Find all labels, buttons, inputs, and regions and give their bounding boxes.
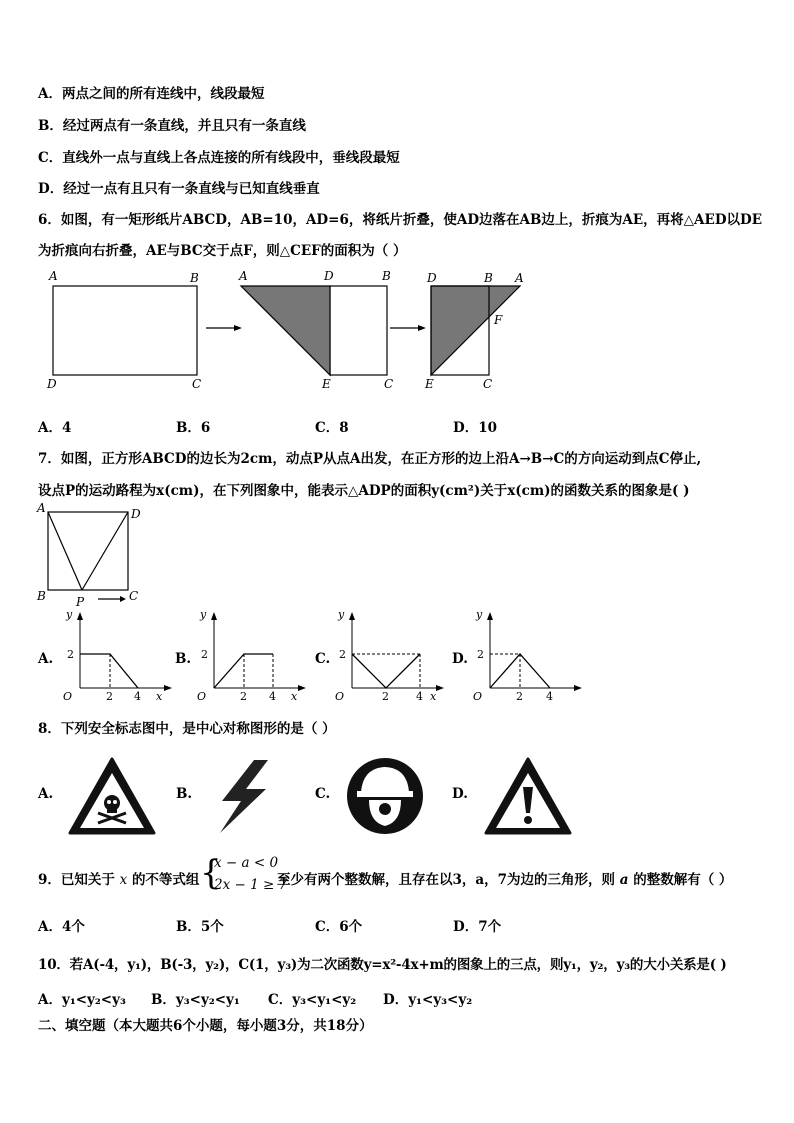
q7-graph-b: [192, 604, 307, 702]
q7-label-d: D: [131, 507, 141, 521]
q7-square-figure: [36, 502, 156, 610]
q7-option-c: C.: [315, 651, 331, 667]
q7-graph-c: [330, 604, 445, 702]
q9-var-x: x: [119, 872, 128, 888]
q7-graph-c-ylabel: y: [338, 608, 345, 621]
q9-suffix: 至少有两个整数解，且存在以3，a，7为边的三角形，则: [277, 872, 616, 888]
q7-graph-c-xtick-2: 2: [382, 690, 389, 702]
q9-mid: 的不等式组: [131, 872, 200, 888]
q7-option-a: A.: [38, 651, 54, 667]
q7-graph-b-xtick-4: 4: [269, 690, 276, 702]
q7-graph-b-xtick-2: 2: [240, 690, 247, 702]
q6-option-a: A．4: [38, 420, 72, 436]
q7-graph-c-xlabel: x: [430, 690, 437, 702]
q7-label-c: C: [129, 589, 139, 603]
q9-option-d: D．7个: [453, 919, 502, 935]
helmet-icon: [345, 756, 425, 836]
q6-label-d1: D: [47, 377, 57, 391]
q9-ineq-1: x − a < 0: [214, 855, 279, 871]
q10-option-d: D．y₁<y₃<y₂: [383, 992, 473, 1008]
toxic-warning-icon: [68, 757, 156, 835]
q6-triangle-final: [431, 286, 520, 375]
q7-label-b: B: [37, 589, 46, 603]
q6-rect-folded-right: [330, 286, 387, 375]
q7-option-b: B.: [175, 651, 192, 667]
q10-option-c: C．y₃<y₁<y₂: [268, 992, 357, 1008]
q7-label-a: A: [37, 502, 46, 515]
q5-option-b: B．经过两点有一条直线，并且只有一条直线: [38, 118, 306, 134]
q6-rect-original: [53, 286, 197, 375]
q9-stem-continued: [277, 868, 732, 888]
q6-label-a1: A: [49, 269, 58, 283]
q7-graph-b-xlabel: x: [291, 690, 298, 702]
q6-triangle-fold: [241, 286, 330, 375]
q7-graph-d: [468, 604, 583, 702]
q7-graph-d-xtick-4: 4: [546, 690, 553, 702]
q6-label-c3: C: [483, 377, 493, 391]
q10-option-a: A．y₁<y₂<y₃: [38, 992, 126, 1008]
q6-folding-figure: [38, 266, 538, 396]
q6-stem-line2: 为折痕向右折叠，AE与BC交于点F，则△CEF的面积为（ ）: [38, 243, 407, 259]
q8-stem: 8．下列安全标志图中，是中心对称图形的是（ ）: [38, 721, 336, 737]
q7-graph-c-origin: O: [335, 690, 345, 702]
q8-option-c: C.: [315, 786, 331, 802]
q6-label-c1: C: [192, 377, 202, 391]
q6-label-b2: B: [382, 269, 391, 283]
q6-label-a3: A: [515, 271, 524, 285]
q7-square: [48, 512, 128, 590]
q6-label-c2: C: [384, 377, 394, 391]
q6-label-d3: D: [427, 271, 437, 285]
q6-option-d: D．10: [453, 420, 497, 436]
q7-stem-line2: 设点P的运动路程为x(cm)，在下列图象中，能表示△ADP的面积y(cm²)关于x(cm)的函数关系的图象是( ): [38, 483, 690, 499]
q7-graph-a-ylabel: y: [66, 608, 73, 621]
q7-graph-a: [58, 604, 173, 702]
q6-stem-line1: 6．如图，有一矩形纸片ABCD，AB=10，AD=6，将纸片折叠，使AD边落在AB边上，折痕为AE，再将△AED以DE: [38, 212, 763, 228]
q7-graph-d-ytick: 2: [477, 648, 484, 661]
q7-graph-d-origin: O: [473, 690, 483, 702]
q8-option-a: A.: [38, 786, 54, 802]
q6-label-a2: A: [239, 269, 248, 283]
q7-graph-a-ytick: 2: [67, 648, 74, 661]
q8-option-d: D.: [452, 786, 468, 802]
q7-graph-d-xtick-2: 2: [516, 690, 523, 702]
q7-graph-a-xtick-2: 2: [106, 690, 113, 702]
q9-option-c: C．6个: [315, 919, 363, 935]
lightning-icon: [214, 757, 274, 837]
q6-label-e2: E: [322, 377, 331, 391]
q6-option-c: C．8: [315, 420, 349, 436]
q6-label-b3: B: [484, 271, 493, 285]
q7-graph-a-xtick-4: 4: [134, 690, 141, 702]
q8-option-b: B.: [176, 786, 193, 802]
q7-graph-b-ytick: 2: [201, 648, 208, 661]
q6-label-d2: D: [324, 269, 334, 283]
section2-title: 二、填空题（本大题共6个小题，每小题3分，共18分）: [38, 1018, 373, 1034]
q5-option-a: A．两点之间的所有连线中，线段最短: [38, 86, 265, 102]
q5-option-c: C．直线外一点与直线上各点连接的所有线段中，垂线段最短: [38, 150, 400, 166]
q7-graph-b-ylabel: y: [200, 608, 207, 621]
q7-graph-c-ytick: 2: [339, 648, 346, 661]
q10-stem: 10．若A(-4，y₁)，B(-3，y₂)，C(1，y₃)为二次函数y=x²-4x+m的图象上的三点，则y₁，y₂，y₃的大小关系是( ): [38, 957, 727, 973]
q5-option-d: D．经过一点有且只有一条直线与已知直线垂直: [38, 181, 320, 197]
q9-stem: [38, 868, 199, 888]
q7-graph-a-origin: O: [63, 690, 73, 702]
q6-label-e3: E: [425, 377, 434, 391]
q7-graph-b-origin: O: [197, 690, 207, 702]
q7-label-p: P: [76, 595, 85, 609]
q10-option-b: B．y₃<y₂<y₁: [151, 992, 240, 1008]
q7-option-d: D.: [452, 651, 468, 667]
q7-stem-line1: 7．如图，正方形ABCD的边长为2cm，动点P从点A出发，在正方形的边上沿A→B→C的方向运动到点C停止,: [38, 451, 702, 467]
q9-end: 的整数解有（ ）: [633, 872, 733, 888]
q7-graph-a-xlabel: x: [156, 690, 163, 702]
q9-option-a: A．4个: [38, 919, 85, 935]
q6-option-b: B．6: [176, 420, 211, 436]
q9-prefix: 9．已知关于: [38, 872, 115, 888]
q7-graph-d-ylabel: y: [476, 608, 483, 621]
q6-label-b1: B: [190, 271, 199, 285]
q9-ineq-2: 2x − 1 ≥ 7: [214, 877, 288, 893]
q9-option-b: B．5个: [176, 919, 224, 935]
q7-graph-c-xtick-4: 4: [416, 690, 423, 702]
q6-label-f3: F: [494, 313, 503, 327]
exclamation-warning-icon: [484, 757, 572, 835]
q9-var-a: a: [619, 872, 629, 888]
